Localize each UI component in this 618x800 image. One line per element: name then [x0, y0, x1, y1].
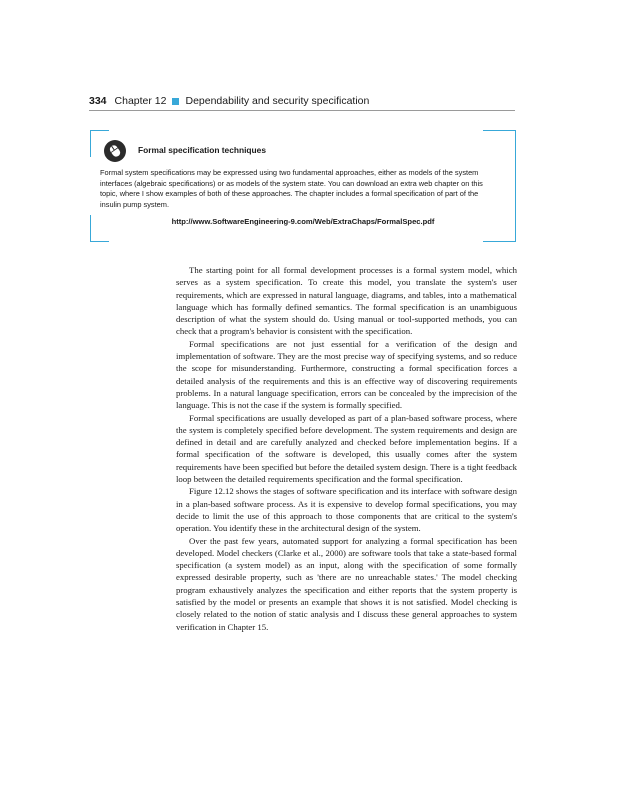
- body-text: [176, 264, 517, 633]
- paragraph: Formal specifications are not just essential for a verification of the design and implementation of software. They are the most precise way of specifying systems, and so reduce the scope for misunderstanding. Furthermore, constructing a formal specification forces a detailed analysis of the requirements and this is an effective way of discovering requirements problems. In a natural language specification, errors can be concealed by the imprecision of the language. This is not the case if the system is formally specified.: [176, 338, 517, 411]
- download-link[interactable]: http://www.SoftwareEngineering-9.com/Web/ExtraChaps/FormalSpec.pdf: [171, 217, 435, 226]
- sidebar-box: [90, 130, 516, 242]
- paragraph: Figure 12.12 shows the stages of software specification and its interface with software design in a plan-based software process. As it is expensive to develop formal specifications, you may decide to limit the use of this approach to those components that are critical to the system's operation. You identify these in the architectural design of the system.: [176, 486, 517, 534]
- chapter-label: Chapter 12: [114, 95, 167, 107]
- paragraph: Over the past few years, automated support for analyzing a formal specification has been developed. Model checkers (Clarke et al., 2000) are software tools that take a state-based formal specification (a system model) as an input, along with the specification of some formally expressed desirable property, such as 'there are no unreachable states.' The model checking program exhaustively analyzes the specification and either reports that the system property is satisfied by the model or presents an example that shows it is not satisfied. Model checking is closely related to the notion of static analysis and I discuss these general approaches to system verification in Chapter 15.: [176, 535, 517, 632]
- paragraph: The starting point for all formal development processes is a formal system model, which serves as a system specification. To create this model, you translate the system's user requirements, which are expressed in natural language, diagrams, and tables, into a mathematical language which has formally defined semantics. The formal specification is an unambiguous description of what the system should do. Using manual or tool-supported methods, you can check that a program's behavior is consistent with the specification.: [176, 265, 517, 337]
- header-rule: [89, 110, 515, 111]
- paragraph: Formal specifications are usually developed as part of a plan-based software process, where the system is completely specified before development. The system requirements and design are defined in detail and are carefully analyzed and checked before implementation begins. If a formal specification of the software is developed, this usually comes after the system requirements have been specified but before the detailed system design. There is a tight feedback loop between the detailed requirements specification and the formal specification.: [176, 412, 517, 485]
- box-title: Formal specification techniques: [138, 145, 266, 155]
- box-body: Formal system specifications may be expressed using two fundamental approaches, either as models of the system interfaces (algebraic specifications) or as models of the system state. You can download an extra web chapter on this topic, where I show examples of both of these approaches. The chapter includes a formal specification of part of the insulin pump system.: [100, 168, 483, 209]
- section-title: Dependability and security specification: [185, 95, 370, 107]
- page-number: 334: [89, 95, 107, 107]
- running-header: [89, 95, 515, 107]
- mouse-icon: [104, 140, 126, 162]
- header-separator-square: [172, 98, 179, 105]
